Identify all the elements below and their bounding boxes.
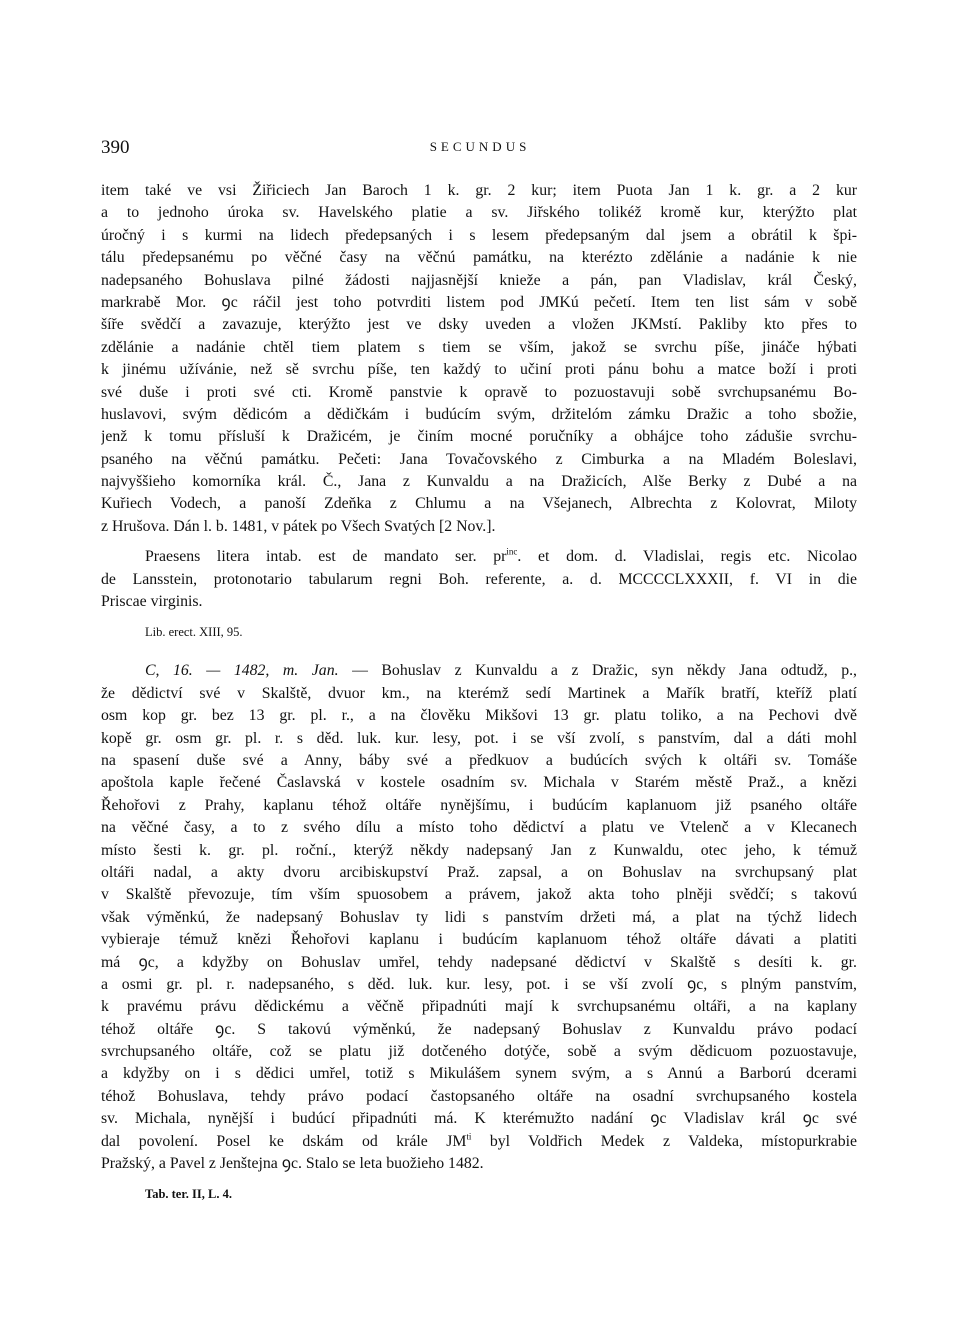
text-line: tálu předepsanému po věčné časy na věčnú památku, na kterézto zdělánie a nadánie k nie [101,249,857,267]
posel-start: dal povolení. Posel ke dskám od krále JM [101,1132,467,1150]
text-line: však výměnkú, že nadepsaný Bohuslav ty lidi s panstvím držeti má, a plat na týchž lidech [101,908,857,926]
text-line: k jinému užívánie, než sě svrchu píše, ten každý to učiní proti pánu bohu a matce boží i proti [101,361,857,379]
text-line: má ꝯc, a kdyžby on Bohuslav umřel, tehdy nadepsané dědictví v Skalště s desíti k. gr. [101,953,857,971]
text-line: z Hrušova. Dán l. b. 1481, v pátek po Všech Svatých [2 Nov.]. [101,517,496,535]
text-line: Priscae virginis. [101,593,203,611]
text-line: a to jednoho úroka sv. Havelského platie a sv. Jiřského tolikéž kromě kur, kterýžto plat [101,204,857,222]
text-line: kopě gr. osm gr. pl. r. s děd. luk. kur. lesy, pot. i se vší zvolí, s panstvím, dal a dáti mohl [101,729,857,747]
text-line: Řehořovi z Prahy, kaplanu téhož oltáře nynějšímu, i budúcím kaplanuom již psaného oltáře [101,796,857,814]
text-line: že dědictví své v Skalště, dvuor km., na kterémž sedí Martinek a Mařík bratří, kteříž platí [101,684,857,702]
praesens-rest: . et dom. d. Vladislai, regis etc. Nicolao [517,548,857,566]
text-line: vybieraje témuž knězi Řehořovi kaplanu i budúcím kaplanuom téhož oltáře dávati a platiti [101,931,857,949]
text-line: item také ve vsi Žiřiciech Jan Baroch 1 k. gr. 2 kur; item Puota Jan 1 k. gr. a 2 kur [101,182,857,199]
text-line: zdělánie a nadánie chtěl tiem platem s tiem se vším, jakož se svrchu píše, jináče hýbati [101,338,857,356]
text-line: úročný i s kurmi na lidech předepsaných i s lesem předepsaným dal jsem a obrátil k špi- [101,226,857,244]
posel-line [101,1131,857,1153]
text-line: nadepsaného Bohuslava pilné žádosti najjasnější knieže a pán, pan Vladislav, král Český, [101,271,857,289]
text-line: téhož oltáře ꝯc. S takovú výměnkú, že nadepsaný Bohuslav z Kunvaldu právo podací [101,1020,857,1038]
page-header [0,137,960,159]
text-line: markrabě Mor. ꝯc ráčil jest toho potvrditi listem pod JMKú pečetí. Item ten list sám v sobě [101,293,857,311]
text-line: na spasení duše své a Anny, báby své a předkuov a budúcích svých k oltáři sv. Tomáše [101,751,857,769]
jm-superscript: ti [466,1131,472,1142]
source-reference-2: Tab. ter. II, L. 4. [145,1187,232,1202]
praesens-pr: pr [493,548,507,566]
entry-2-first-text: — Bohuslav z Kunvaldu a z Dražic, syn někdy Jana odtudž, p., [338,662,857,680]
text-line: na věčné časy, a to z svého dílu a místo toho dědictví a platu ve Vtelenč a v Klecanech [101,819,857,837]
posel-rest: byl Voldřich Medek z Valdeka, místopurkrabie [471,1132,857,1150]
text-line: psaného na věčnú památku. Pečeti: Jana Tovačovského z Cimburka a na Mladém Boleslavi, [101,450,857,468]
entry-2-text [101,660,857,1175]
text-line: k pravému právu dědickému a věčně připadnúti mají k svrchupsanému oltáři, a na kaplany [101,998,857,1016]
text-line: osm kop gr. bez 13 gr. pl. r., a na člověku Mikšovi 13 gr. platu toliko, a na Pechovi dvě [101,707,857,725]
entry-1-text [101,180,857,538]
entry-2-first-line [101,660,857,682]
page-number: 390 [101,137,130,158]
text-line: najvyššieho komorníka král. Č., Jana z Kunvaldu a na Dražicích, Alše Berky z Dubé a na [101,473,857,491]
text-line: huslavovi, svým dědicóm a dědičkám i budúcím svým, držitelóm zámku Dražic a toho sbožie, [101,405,857,423]
text-line: místo šesti k. gr. pl. roční., kterýž někdy nadepsaný Jan z Kunwaldu, otec jeho, k témuž [101,841,857,859]
praesens-start: Praesens litera intab. est de mandato ser. [145,548,477,566]
text-line: své duše i proti své cti. Kromě panstvie k opravě to pozuostavuji sobě svrchupsanému Bo- [101,383,857,401]
text-line: apoštola kaple řečené Časlavská v kostele osadním sv. Michala v Starém městě Praž., a knězi [101,774,857,792]
praesens-paragraph [101,546,857,613]
text-line: svrchupsaného oltáře, což se platu již dotčeného dotýče, sobě a svým dědicuom pozuostavuje, [101,1043,857,1061]
text-line: sv. Michala, nynější i budúcí připadnúti má. K kterémužto nadání ꝯc Vladislav král ꝯc své [101,1110,857,1128]
entry-2-heading: C, 16. — 1482, m. Jan. [145,662,339,680]
praesens-line-1 [101,546,857,568]
running-title: SECUNDUS [429,139,531,154]
text-line: oltáři nadal, a akty dvoru arcibiskupství Praž. zapsal, a on Bohuslav na svrchupsaný plat [101,863,857,881]
text-line: jenž k tomu přísluší k Dražicém, je činím mocné poručníky a obhájce toho zádušie svrchu- [101,428,857,446]
text-line: šíře svědčí a zavazuje, kterýžto jest ve dsky uveden a vložen JKMstí. Pakliby kto přes to [101,316,857,334]
source-reference-1: Lib. erect. XIII, 95. [145,625,243,640]
document-body [101,180,857,1205]
text-line: Kuřiech Vodech, a panoší Zdeňka z Chlumu a na Všejanech, Albrechta z Kolovrat, Miloty [101,495,857,513]
text-line: Pražský, a Pavel z Jenštejna ꝯc. Stalo se leta buožieho 1482. [101,1155,484,1173]
text-line: téhož Bohuslava, tehdy právo podací častopsaného oltáře na osadní svrchupsaného kostela [101,1087,857,1105]
praesens-superscript: inc [506,546,518,557]
text-line: v Skalště převozuje, tím vším spuosobem a právem, jakož akta toho plněji svědčí; s takovú [101,886,857,904]
text-line: a kdyžby on i s dědici umřel, totiž s Mikulášem synem svým, a s Annú a Barború dcerami [101,1065,857,1083]
text-line: de Lansstein, protonotario tabularum regni Boh. referente, a. d. MCCCCLXXXII, f. VI in die [101,570,857,588]
text-line: a osmi gr. pl. r. nadepsaného, s děd. luk. kur. lesy, pot. i se vší zvolí ꝯc, s plným panstvím, [101,975,857,993]
